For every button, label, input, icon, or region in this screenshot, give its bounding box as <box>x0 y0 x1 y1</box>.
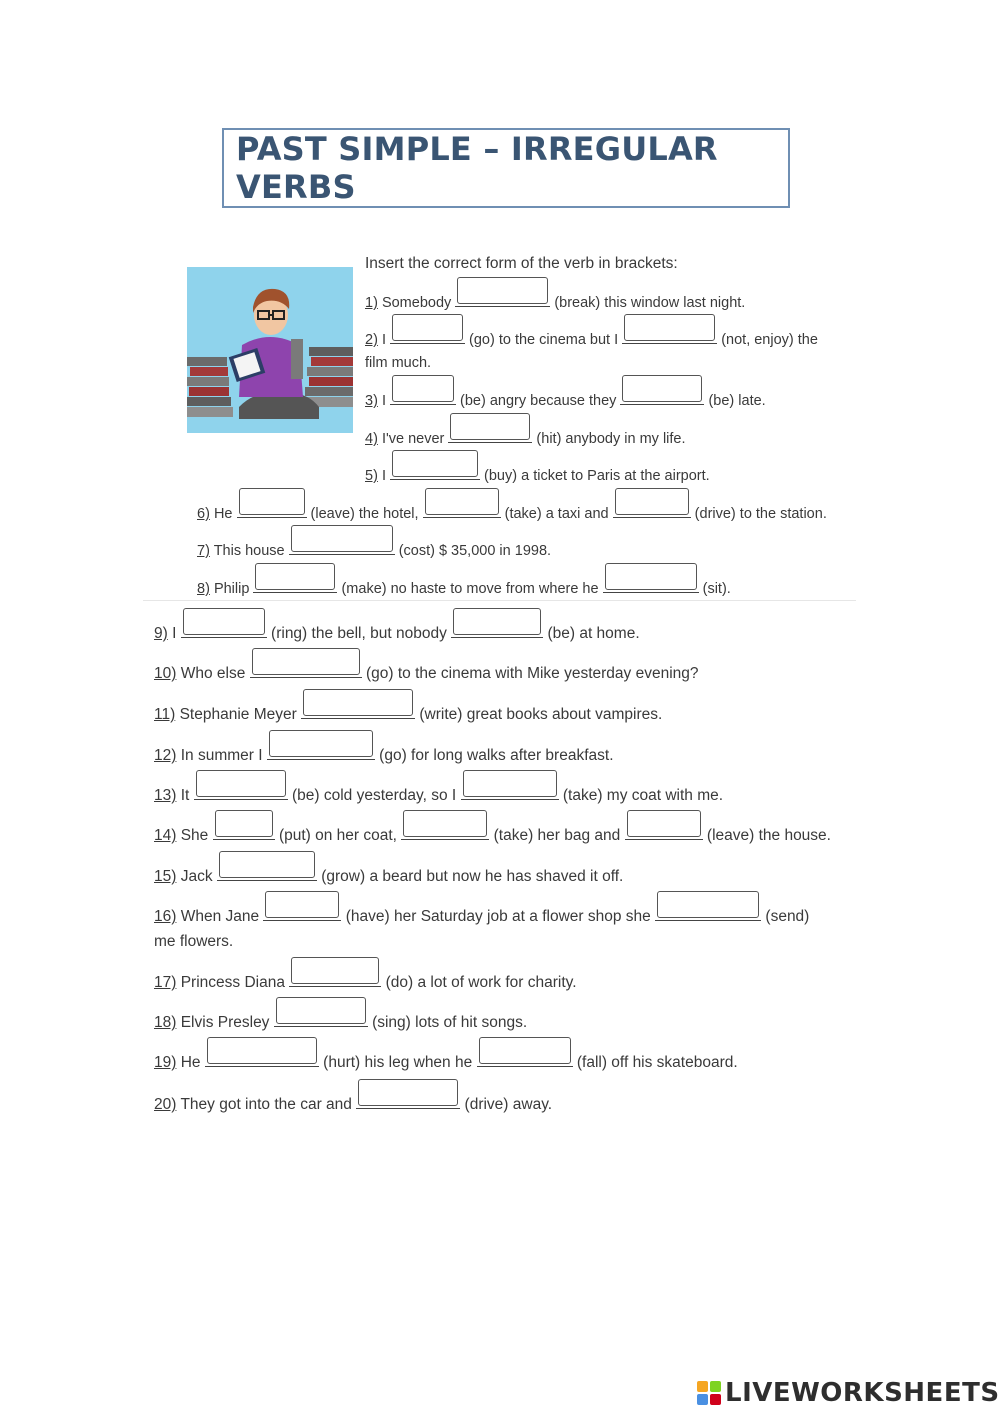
exercise-text: Elvis Presley <box>180 1014 270 1031</box>
exercise-text: (make) no haste to move from where he <box>341 581 599 597</box>
reading-student-illustration <box>187 267 353 433</box>
exercise-text: (go) to the cinema with Mike yesterday evening? <box>365 665 699 682</box>
answer-input-box[interactable] <box>392 375 454 402</box>
answer-input-box[interactable] <box>450 413 530 440</box>
exercise-number: 16) <box>154 908 177 925</box>
exercise-4 <box>365 428 686 449</box>
answer-blank <box>455 292 550 307</box>
exercise-text: (leave) the hotel, <box>310 506 419 522</box>
answer-blank <box>181 623 267 638</box>
exercise-continuation: film much. <box>365 355 432 371</box>
exercise-text: When Jane <box>180 908 260 925</box>
answer-blank <box>217 866 317 881</box>
exercise-text: (have) her Saturday job at a flower shop she <box>345 908 651 925</box>
answer-blank <box>289 972 381 987</box>
answer-blank <box>655 906 761 921</box>
exercise-1 <box>365 292 745 313</box>
answer-input-box[interactable] <box>196 770 286 797</box>
answer-input-box[interactable] <box>392 450 478 477</box>
exercise-text: (grow) a beard but now he has shaved it off. <box>321 868 624 885</box>
exercise-text: (go) to the cinema but I <box>469 332 619 348</box>
answer-blank <box>250 663 362 678</box>
exercise-text: In summer I <box>180 747 263 764</box>
exercise-text: (write) great books about vampires. <box>419 706 663 723</box>
answer-blank <box>401 825 489 840</box>
exercise-text: She <box>180 827 209 844</box>
exercise-text: (be) angry because they <box>460 393 617 409</box>
exercise-text: It <box>180 787 190 804</box>
book-stack-right <box>305 347 353 407</box>
exercise-text: (be) late. <box>708 393 766 409</box>
section-divider <box>143 600 856 601</box>
exercise-text: (hit) anybody in my life. <box>536 431 686 447</box>
exercise-text: (do) a lot of work for charity. <box>385 974 577 991</box>
exercise-number: 9) <box>154 625 168 642</box>
exercise-text: (sit). <box>702 581 731 597</box>
exercise-18 <box>154 1012 527 1033</box>
answer-blank <box>253 578 337 593</box>
exercise-text: (fall) off his skateboard. <box>576 1054 738 1071</box>
exercise-number: 15) <box>154 868 177 885</box>
answer-input-box[interactable] <box>215 810 273 837</box>
exercise-number: 2) <box>365 332 378 348</box>
exercise-number: 19) <box>154 1054 177 1071</box>
exercise-text: I <box>381 468 386 484</box>
exercise-text: I've never <box>381 431 445 447</box>
answer-blank <box>390 390 456 405</box>
answer-blank <box>603 578 699 593</box>
answer-blank <box>620 390 704 405</box>
exercise-text: I <box>381 393 386 409</box>
answer-input-box[interactable] <box>291 957 379 984</box>
exercise-text: (go) for long walks after breakfast. <box>379 747 614 764</box>
exercise-9 <box>154 623 640 644</box>
worksheet-title-box <box>222 128 790 208</box>
exercise-6 <box>197 503 827 524</box>
exercise-text: I <box>381 332 386 348</box>
exercise-text: They got into the car and <box>180 1096 352 1113</box>
answer-input-box[interactable] <box>622 375 702 402</box>
answer-blank <box>625 825 703 840</box>
answer-blank <box>461 785 559 800</box>
answer-blank <box>205 1052 319 1067</box>
exercise-7 <box>197 540 551 561</box>
answer-blank <box>356 1094 460 1109</box>
exercise-text: (sing) lots of hit songs. <box>372 1014 528 1031</box>
answer-input-box[interactable] <box>269 730 373 757</box>
exercise-15 <box>154 866 623 887</box>
answer-input-box[interactable] <box>255 563 335 590</box>
answer-input-box[interactable] <box>457 277 548 304</box>
answer-input-box[interactable] <box>479 1037 571 1064</box>
instruction-text: Insert the correct form of the verb in brackets: <box>365 255 678 272</box>
exercise-20 <box>154 1094 552 1115</box>
exercise-text: Philip <box>213 581 250 597</box>
answer-input-box[interactable] <box>453 608 541 635</box>
exercise-12 <box>154 745 614 766</box>
exercise-3 <box>365 390 766 411</box>
logo-square <box>697 1381 708 1392</box>
logo-square <box>710 1394 721 1405</box>
answer-blank <box>289 540 395 555</box>
answer-blank <box>274 1012 368 1027</box>
answer-blank <box>622 329 717 344</box>
answer-input-box[interactable] <box>303 689 413 716</box>
exercise-text: (cost) $ 35,000 in 1998. <box>398 543 552 559</box>
exercise-text: I <box>172 625 177 642</box>
exercise-number: 12) <box>154 747 177 764</box>
exercise-text: (hurt) his leg when he <box>323 1054 473 1071</box>
answer-input-box[interactable] <box>605 563 697 590</box>
exercise-text: (not, enjoy) the <box>721 332 818 348</box>
exercise-number: 7) <box>197 543 210 559</box>
exercise-text: He <box>213 506 233 522</box>
liveworksheets-logo-icon <box>697 1381 721 1405</box>
answer-blank <box>448 428 532 443</box>
logo-text: LIVEWORKSHEETS <box>725 1378 1000 1408</box>
exercise-text: Who else <box>180 665 246 682</box>
exercise-number: 17) <box>154 974 177 991</box>
exercise-text: (take) a taxi and <box>504 506 609 522</box>
exercise-text: (drive) away. <box>464 1096 553 1113</box>
answer-blank <box>237 503 307 518</box>
answer-input-box[interactable] <box>657 891 759 918</box>
answer-blank <box>390 465 480 480</box>
exercise-2 <box>365 329 818 350</box>
exercise-13 <box>154 785 723 806</box>
exercise-text: (break) this window last night. <box>554 295 746 311</box>
answer-blank <box>477 1052 573 1067</box>
answer-input-box[interactable] <box>358 1079 458 1106</box>
exercise-text: Stephanie Meyer <box>179 706 297 723</box>
answer-input-box[interactable] <box>624 314 715 341</box>
answer-input-box[interactable] <box>219 851 315 878</box>
exercise-8 <box>197 578 731 599</box>
book-stack-left <box>187 357 233 417</box>
answer-input-box[interactable] <box>392 314 463 341</box>
exercise-text: (ring) the bell, but nobody <box>271 625 447 642</box>
exercise-text: (take) her bag and <box>493 827 621 844</box>
answer-blank <box>267 745 375 760</box>
exercise-text: This house <box>213 543 285 559</box>
answer-input-box[interactable] <box>207 1037 317 1064</box>
exercise-19 <box>154 1052 738 1073</box>
answer-blank <box>613 503 691 518</box>
exercise-text: (put) on her coat, <box>278 827 397 844</box>
exercise-16 <box>154 906 809 927</box>
exercise-17 <box>154 972 577 993</box>
exercise-number: 10) <box>154 665 177 682</box>
exercise-text: (drive) to the station. <box>694 506 827 522</box>
exercise-text: (take) my coat with me. <box>562 787 724 804</box>
exercise-5 <box>365 465 710 486</box>
answer-blank <box>213 825 275 840</box>
answer-input-box[interactable] <box>627 810 701 837</box>
answer-input-box[interactable] <box>403 810 487 837</box>
exercise-number: 13) <box>154 787 177 804</box>
answer-input-box[interactable] <box>291 525 393 552</box>
logo-square <box>710 1381 721 1392</box>
exercise-text: He <box>180 1054 201 1071</box>
exercise-text: (be) cold yesterday, so I <box>291 787 457 804</box>
answer-input-box[interactable] <box>615 488 689 515</box>
exercise-text: (buy) a ticket to Paris at the airport. <box>484 468 710 484</box>
exercise-continuation: me flowers. <box>154 933 234 950</box>
answer-input-box[interactable] <box>425 488 499 515</box>
answer-input-box[interactable] <box>239 488 305 515</box>
exercise-text: (be) at home. <box>547 625 640 642</box>
answer-input-box[interactable] <box>265 891 339 918</box>
answer-input-box[interactable] <box>276 997 366 1024</box>
answer-input-box[interactable] <box>252 648 360 675</box>
exercise-text: (leave) the house. <box>706 827 831 844</box>
exercise-14 <box>154 825 831 846</box>
answer-input-box[interactable] <box>463 770 557 797</box>
exercise-10 <box>154 663 699 684</box>
answer-blank <box>194 785 288 800</box>
liveworksheets-logo <box>697 1378 1000 1408</box>
exercise-number: 20) <box>154 1096 177 1113</box>
worksheet-title: PAST SIMPLE – IRREGULAR VERBS <box>236 130 718 206</box>
answer-blank <box>390 329 465 344</box>
answer-blank <box>451 623 543 638</box>
exercise-number: 4) <box>365 431 378 447</box>
exercise-number: 14) <box>154 827 177 844</box>
exercise-number: 5) <box>365 468 378 484</box>
exercise-number: 3) <box>365 393 378 409</box>
answer-input-box[interactable] <box>183 608 265 635</box>
logo-square <box>697 1394 708 1405</box>
exercise-11 <box>154 704 662 725</box>
exercise-text: Princess Diana <box>180 974 285 991</box>
exercise-text: (send) <box>765 908 810 925</box>
answer-blank <box>423 503 501 518</box>
exercise-text: Jack <box>180 868 213 885</box>
exercise-number: 8) <box>197 581 210 597</box>
exercise-number: 18) <box>154 1014 177 1031</box>
exercise-number: 6) <box>197 506 210 522</box>
answer-blank <box>301 704 415 719</box>
exercise-text: Somebody <box>381 295 452 311</box>
exercise-number: 11) <box>154 706 176 723</box>
answer-blank <box>263 906 341 921</box>
exercise-number: 1) <box>365 295 378 311</box>
